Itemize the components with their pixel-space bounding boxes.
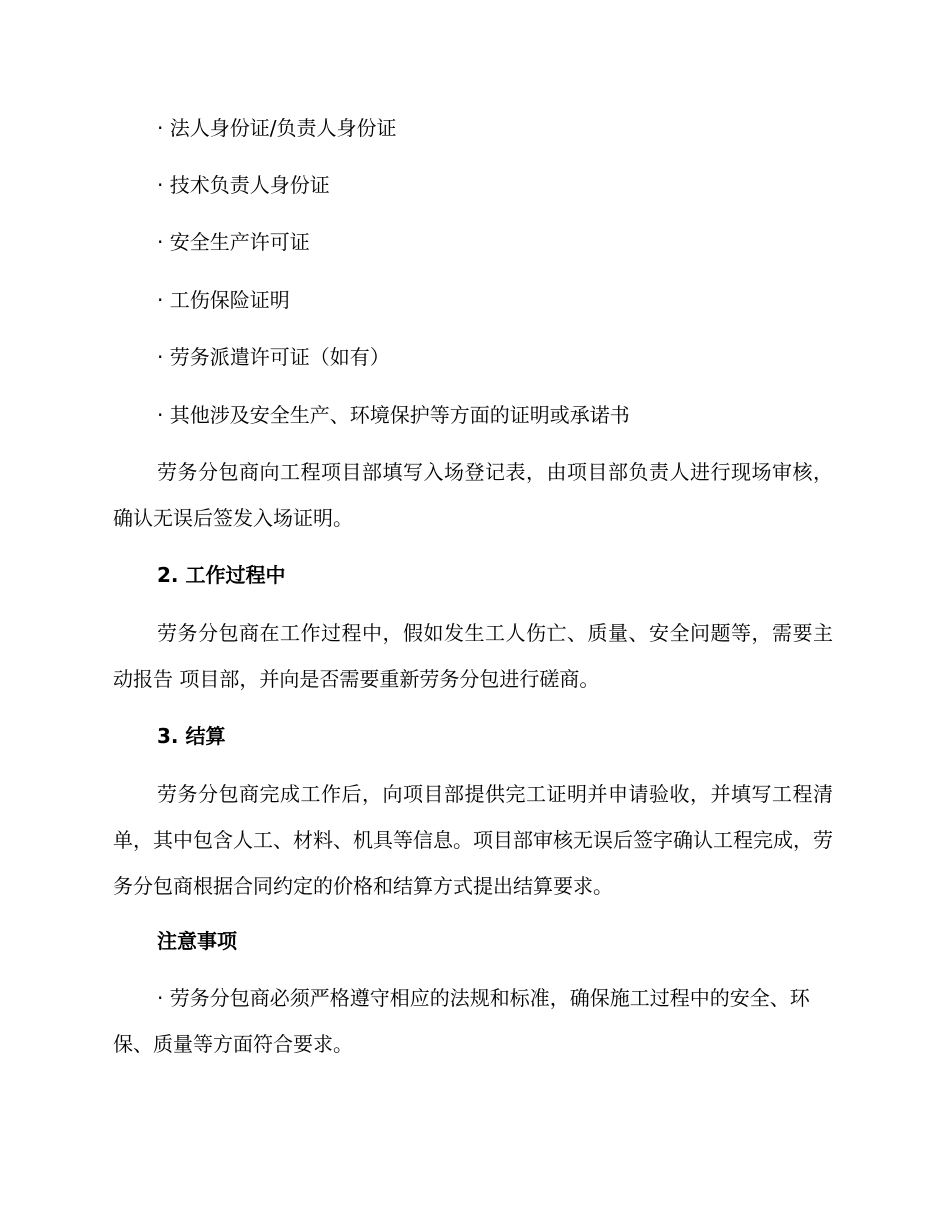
- note-item: · 劳务分包商必须严格遵守相应的法规和标准，确保施工过程中的安全、环保、质量等方面符合要求。: [113, 986, 810, 1056]
- section-heading-notes: 注意事项: [157, 929, 237, 953]
- bullet-item: · 安全生产许可证: [157, 230, 310, 254]
- bullet-item: · 法人身份证/负责人身份证: [157, 116, 397, 140]
- section-heading-settlement: 3. 结算: [157, 724, 226, 748]
- bullet-item: · 劳务派遣许可证（如有）: [157, 345, 390, 369]
- bullet-item: · 技术负责人身份证: [157, 173, 330, 197]
- section-heading-work: 2. 工作过程中: [157, 563, 286, 587]
- paragraph-work: 劳务分包商在工作过程中，假如发生工人伤亡、质量、安全问题等，需要主动报告 项目部，并向是否需要重新劳务分包进行磋商。: [113, 621, 833, 691]
- paragraph-settlement: 劳务分包商完成工作后，向项目部提供完工证明并申请验收，并填写工程清单，其中包含人工、材料、机具等信息。项目部审核无误后签字确认工程完成，劳务分包商根据合同约定的价格和结算方式提出结算要求。: [113, 782, 833, 898]
- paragraph-entry: 劳务分包商向工程项目部填写入场登记表，由项目部负责人进行现场审核，确认无误后签发入场证明。: [113, 460, 833, 530]
- bullet-item: · 工伤保险证明: [157, 288, 290, 312]
- bullet-item: · 其他涉及安全生产、环境保护等方面的证明或承诺书: [157, 403, 630, 427]
